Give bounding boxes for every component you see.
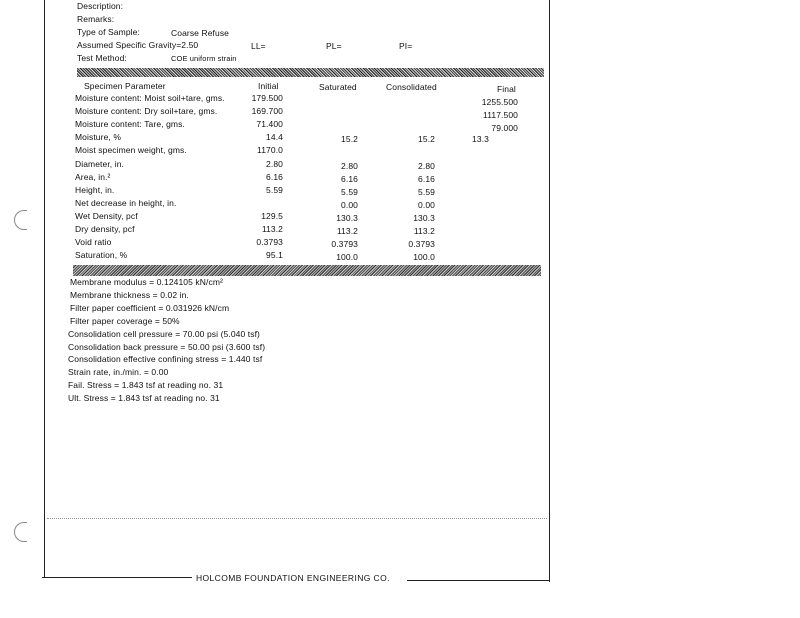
col-header-parameter: Specimen Parameter bbox=[84, 81, 166, 91]
plasticity-index-label: PI= bbox=[399, 41, 413, 51]
cell-consolidated: 130.3 bbox=[413, 212, 435, 223]
col-header-initial: Initial bbox=[258, 81, 279, 91]
row-label: Diameter, in. bbox=[75, 158, 125, 169]
table-bottom-rule bbox=[73, 265, 541, 276]
test-method-value: COE uniform strain bbox=[171, 54, 237, 63]
cell-initial: 2.80 bbox=[266, 158, 283, 169]
cell-initial: 129.5 bbox=[261, 210, 283, 221]
liquid-limit-label: LL= bbox=[251, 41, 266, 51]
cell-consolidated: 6.16 bbox=[418, 173, 435, 184]
cell-consolidated: 2.80 bbox=[418, 160, 435, 171]
left-border bbox=[44, 0, 45, 578]
row-label: Moisture content: Tare, gms. bbox=[75, 119, 185, 130]
scan-artifact-line bbox=[47, 518, 547, 520]
table-top-rule bbox=[77, 68, 544, 77]
cell-initial: 113.2 bbox=[261, 224, 283, 234]
note-line: Membrane modulus = 0.124105 kN/cm² bbox=[70, 277, 223, 287]
cell-saturated: 130.3 bbox=[336, 212, 358, 223]
binder-ring-bottom bbox=[14, 522, 27, 542]
cell-initial: 1170.0 bbox=[257, 145, 283, 156]
row-label: Dry density, pcf bbox=[75, 224, 135, 234]
row-label: Wet Density, pcf bbox=[75, 210, 138, 221]
cell-initial: 5.59 bbox=[266, 184, 283, 195]
row-label: Area, in.² bbox=[75, 171, 111, 182]
note-line: Ult. Stress = 1.843 tsf at reading no. 31 bbox=[68, 393, 220, 404]
cell-saturated: 0.00 bbox=[341, 199, 358, 210]
plastic-limit-label: PL= bbox=[326, 41, 342, 51]
cell-initial: 6.16 bbox=[266, 171, 283, 182]
cell-final: 1117.500 bbox=[483, 110, 518, 121]
note-line: Consolidation cell pressure = 70.00 psi (5.040 tsf) bbox=[68, 328, 260, 339]
cell-final: 13.3 bbox=[472, 134, 489, 145]
footer-line-left bbox=[42, 577, 192, 578]
cell-saturated: 100.0 bbox=[336, 252, 358, 263]
row-label: Saturation, % bbox=[75, 250, 128, 261]
sample-type-value: Coarse Refuse bbox=[171, 28, 229, 38]
note-line: Filter paper coverage = 50% bbox=[70, 315, 180, 326]
cell-final: 79.000 bbox=[491, 123, 518, 134]
cell-saturated: 15.2 bbox=[341, 134, 358, 145]
col-header-final: Final bbox=[497, 84, 516, 94]
cell-saturated: 2.80 bbox=[341, 160, 358, 171]
row-label: Height, in. bbox=[75, 184, 115, 195]
note-line: Consolidation back pressure = 50.00 psi (3.600 tsf) bbox=[68, 341, 266, 352]
note-line: Strain rate, in./min. = 0.00 bbox=[68, 367, 169, 378]
note-line: Membrane thickness = 0.02 in. bbox=[70, 289, 189, 300]
cell-consolidated: 15.2 bbox=[418, 134, 435, 145]
cell-consolidated: 0.00 bbox=[418, 199, 435, 210]
cell-saturated: 0.3793 bbox=[331, 239, 358, 250]
row-label: Moisture content: Moist soil+tare, gms. bbox=[75, 93, 225, 103]
row-label: Moisture content: Dry soil+tare, gms. bbox=[75, 106, 218, 117]
note-line: Fail. Stress = 1.843 tsf at reading no. 31 bbox=[68, 380, 224, 391]
right-border bbox=[549, 0, 550, 582]
row-label: Moisture, % bbox=[75, 132, 121, 143]
cell-consolidated: 0.3793 bbox=[408, 239, 435, 250]
cell-final: 1255.500 bbox=[481, 97, 518, 107]
specific-gravity: Assumed Specific Gravity=2.50 bbox=[77, 40, 199, 50]
binder-ring-top bbox=[14, 210, 27, 230]
cell-initial: 0.3793 bbox=[256, 237, 283, 248]
description-label: Description: bbox=[77, 1, 124, 11]
cell-initial: 169.700 bbox=[251, 106, 283, 117]
cell-consolidated: 100.0 bbox=[413, 252, 435, 263]
cell-consolidated: 113.2 bbox=[413, 226, 435, 236]
cell-initial: 14.4 bbox=[266, 132, 283, 143]
cell-initial: 95.1 bbox=[266, 250, 283, 261]
note-line: Filter paper coefficient = 0.031926 kN/cm bbox=[70, 302, 230, 313]
col-header-saturated: Saturated bbox=[319, 82, 357, 92]
cell-saturated: 113.2 bbox=[336, 226, 358, 236]
row-label: Net decrease in height, in. bbox=[75, 197, 177, 208]
row-label: Moist specimen weight, gms. bbox=[75, 145, 187, 156]
footer-line-right bbox=[407, 580, 550, 581]
sample-type-label: Type of Sample: bbox=[77, 27, 140, 37]
note-line: Consolidation effective confining stress = 1.440 tsf bbox=[68, 354, 263, 365]
remarks-label: Remarks: bbox=[77, 14, 115, 24]
cell-saturated: 6.16 bbox=[341, 173, 358, 184]
col-header-consolidated: Consolidated bbox=[386, 82, 437, 92]
company-footer: HOLCOMB FOUNDATION ENGINEERING CO. bbox=[196, 573, 390, 583]
test-method-label: Test Method: bbox=[77, 53, 127, 63]
cell-saturated: 5.59 bbox=[341, 186, 358, 197]
cell-consolidated: 5.59 bbox=[418, 186, 435, 197]
cell-initial: 71.400 bbox=[256, 119, 283, 130]
cell-initial: 179.500 bbox=[251, 93, 283, 103]
row-label: Void ratio bbox=[75, 237, 112, 248]
